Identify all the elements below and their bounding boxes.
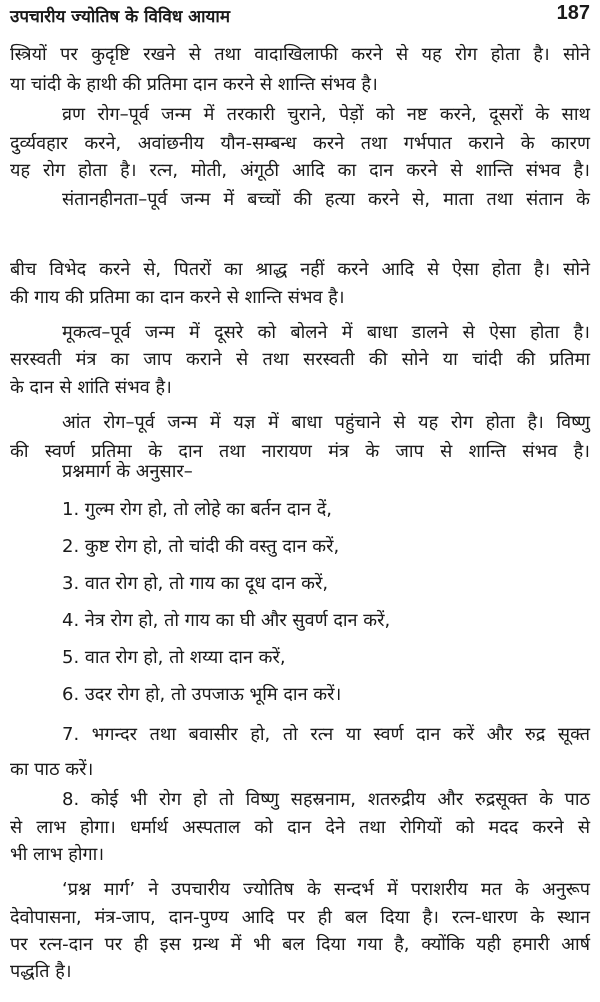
text-line: आंत रोग–पूर्व जन्म में यज्ञ में बाधा पहुंचाने से यह रोग होता है। विष्णु	[62, 412, 590, 433]
text-line: की गाय की प्रतिमा का दान करने से शान्ति संभव है।	[10, 287, 345, 308]
list-item: 7. भगन्दर तथा बवासीर हो, तो रत्न या स्वर्ण दान करें और रुद्र सूक्त	[62, 724, 590, 745]
text-line: मूकत्व–पूर्व जन्म में दूसरे को बोलने में बाधा डालने से ऐसा होता है।	[62, 322, 590, 343]
text-line: देवोपासना, मंत्र-जाप, दान-पुण्य आदि पर ही बल दिया है। रत्न-धारण के स्थान	[10, 907, 590, 928]
text-line: पर रत्न-दान पर ही इस ग्रन्थ में भी बल दिया गया है, क्योंकि यही हमारी आर्ष	[10, 934, 590, 955]
text-line: व्रण रोग–पूर्व जन्म में तरकारी चुराने, पेड़ों को नष्ट करने, दूसरों के साथ	[62, 104, 590, 125]
list-item: 2. कुष्ट रोग हो, तो चांदी की वस्तु दान करें,	[62, 536, 340, 557]
text-line: संतानहीनता–पूर्व जन्म में बच्चों की हत्या करने से, माता तथा संतान के	[62, 189, 590, 210]
list-item: 8. कोई भी रोग हो तो विष्णु सहस्रनाम, शतरुद्रीय और रुद्रसूक्त के पाठ	[62, 789, 590, 810]
text-line: का पाठ करें।	[10, 759, 94, 780]
list-item: 3. वात रोग हो, तो गाय का दूध दान करें,	[62, 573, 329, 594]
text-line: की स्वर्ण प्रतिमा के दान तथा नारायण मंत्र के जाप से शान्ति संभव है।	[10, 441, 590, 462]
list-item: 1. गुल्म रोग हो, तो लोहे का बर्तन दान दें,	[62, 499, 332, 520]
text-line: सरस्वती मंत्र का जाप कराने से तथा सरस्वती की सोने या चांदी की प्रतिमा	[10, 349, 590, 370]
list-item: 6. उदर रोग हो, तो उपजाऊ भूमि दान करें।	[62, 684, 342, 705]
text-line: यह रोग होता है। रत्न, मोती, अंगूठी आदि का दान करने से शान्ति संभव है।	[10, 160, 590, 181]
text-line: के दान से शांति संभव है।	[10, 377, 172, 398]
text-line: या चांदी के हाथी की प्रतिमा दान करने से शान्ति संभव है।	[10, 74, 378, 95]
section-heading: प्रश्नमार्ग के अनुसार–	[62, 461, 193, 482]
text-line: स्त्रियों पर कुदृष्टि रखने से तथा वादाखिलाफी करने से यह रोग होता है। सोने	[10, 44, 590, 65]
running-header: उपचारीय ज्योतिष के विविध आयाम	[10, 7, 230, 27]
text-line: दुर्व्यवहार करने, अवांछनीय यौन-सम्बन्ध करने तथा गर्भपात कराने के कारण	[10, 133, 590, 154]
text-line: से लाभ होगा। धर्मार्थ अस्पताल को दान देने तथा रोगियों को मदद करने से	[10, 817, 590, 838]
text-line: ‘प्रश्न मार्ग’ ने उपचारीय ज्योतिष के सन्दर्भ में पराशरीय मत के अनुरूप	[62, 879, 590, 900]
text-line: भी लाभ होगा।	[10, 844, 105, 865]
text-line: पद्धति है।	[10, 961, 72, 982]
list-item: 4. नेत्र रोग हो, तो गाय का घी और सुवर्ण दान करें,	[62, 610, 391, 631]
text-line: बीच विभेद करने से, पितरों का श्राद्ध नहीं करने आदि से ऐसा होता है। सोने	[10, 259, 590, 280]
list-item: 5. वात रोग हो, तो शय्या दान करें,	[62, 647, 286, 668]
page-number: 187	[556, 2, 590, 24]
